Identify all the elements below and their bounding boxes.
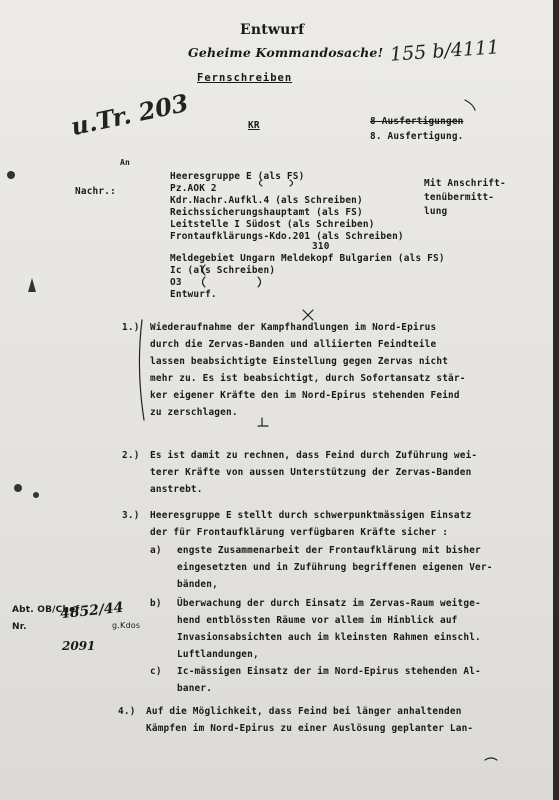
stamp-handwritten-number: 2091 — [62, 639, 96, 653]
hand-stroke-mark — [485, 758, 497, 760]
handwritten-reference: 155 b/4111 — [389, 36, 500, 66]
punch-hole — [14, 484, 22, 492]
item-b-line: Luftlandungen, — [177, 649, 259, 660]
item-b-line: Überwachung der durch Einsatz im Zervas-Raum weitge- — [177, 598, 481, 609]
item-a-line: eingesetzten und in Zuführung begriffenen eigenen Ver- — [177, 562, 493, 573]
addressee-line: Reichssicherungshauptamt (als FS) — [170, 207, 363, 218]
item-a-line: bänden, — [177, 579, 218, 590]
bracket-mark — [290, 180, 293, 186]
addressee-line: Entwurf. — [170, 289, 217, 300]
side-note-line: tenübermitt- — [424, 192, 495, 203]
paragraph-1-line: lassen beabsichtigte Einstellung gegen Zervas nicht — [150, 356, 449, 367]
classification-line: Geheime Kommandosache! — [188, 45, 384, 60]
paragraph-2-line: terer Kräfte von aussen Unterstützung der Zervas-Banden — [150, 467, 472, 478]
paragraph-3-number: 3.) — [122, 510, 140, 521]
addressee-line: Heeresgruppe E (als FS) — [170, 171, 305, 182]
paragraph-1-line: zu zerschlagen. — [150, 407, 238, 418]
hand-stroke-mark — [258, 418, 268, 426]
paragraph-1-number: 1.) — [122, 322, 140, 333]
addressee-line: Ic (als Schreiben) — [170, 265, 276, 276]
addressee-line: Leitstelle I Südost (als Schreiben) — [170, 219, 375, 230]
bracket-mark — [203, 265, 206, 275]
item-a-label: a) — [150, 545, 162, 556]
stamp-kdos: g.Kdos — [112, 621, 141, 630]
side-note-line: Mit Anschrift- — [424, 178, 506, 189]
copy-number: 8. Ausfertigung. — [370, 131, 464, 142]
copies-struck: 8 Ausfertigungen — [370, 116, 464, 127]
addressee-line: Pz.AOK 2 — [170, 183, 217, 194]
punch-hole — [7, 171, 15, 179]
item-b-label: b) — [150, 598, 162, 609]
paragraph-bracket-mark — [139, 320, 144, 420]
item-c-line: Ic-mässigen Einsatz der im Nord-Epirus stehenden Al- — [177, 666, 481, 677]
handwritten-annotation: u.Tr. 203 — [68, 87, 191, 142]
cross-mark — [303, 310, 313, 320]
punch-hole — [33, 492, 39, 498]
paragraph-4-line: Auf die Möglichkeit, dass Feind bei länger anhaltenden — [146, 706, 462, 717]
paragraph-2-line: anstrebt. — [150, 484, 203, 495]
kr-marker: KR — [248, 120, 260, 131]
item-c-label: c) — [150, 666, 162, 677]
paragraph-3-line: der für Frontaufklärung verfügbaren Kräfte sicher : — [150, 527, 449, 538]
stamp-department: Abt. OB/Chef — [12, 605, 80, 615]
item-c-line: baner. — [177, 683, 213, 694]
item-b-line: hend entblössten Räume vor allem im Hinblick auf — [177, 615, 458, 626]
bracket-mark — [203, 277, 206, 287]
item-a-line: engste Zusammenarbeit der Frontaufklärung mit bisher — [177, 545, 481, 556]
addressee-line: O3 — [170, 277, 182, 288]
document-type: Fernschreiben — [197, 72, 293, 84]
hand-stroke-mark — [465, 100, 475, 110]
stamp-nr-label: Nr. — [12, 622, 27, 632]
nachr-label: Nachr.: — [75, 186, 116, 197]
document-title: Entwurf — [240, 22, 305, 38]
paragraph-1-line: ker eigener Kräfte den im Nord-Epirus stehenden Feind — [150, 390, 460, 401]
paragraph-1-line: Wiederaufnahme der Kampfhandlungen im Nord-Epirus — [150, 322, 437, 333]
paragraph-2-number: 2.) — [122, 450, 140, 461]
addressee-line: Kdr.Nachr.Aufkl.4 (als Schreiben) — [170, 195, 363, 206]
bracket-mark — [258, 277, 261, 287]
addressee-line: Meldegebiet Ungarn Meldekopf Bulgarien (als FS) — [170, 253, 445, 264]
addressee-line: 310 — [312, 241, 330, 252]
addressee-line: Frontaufklärungs-Kdo.201 (als Schreiben) — [170, 231, 404, 242]
paragraph-1-line: durch die Zervas-Banden und alliierten Feindteile — [150, 339, 437, 350]
paragraph-3-line: Heeresgruppe E stellt durch schwerpunktmässigen Einsatz — [150, 510, 472, 521]
item-b-line: Invasionsabsichten auch im kleinsten Rahmen einschl. — [177, 632, 481, 643]
side-note-line: lung — [424, 206, 448, 217]
margin-arrow-mark — [28, 278, 36, 292]
paragraph-1-line: mehr zu. Es ist beabsichtigt, durch Sofortansatz stär- — [150, 373, 466, 384]
paragraph-4-number: 4.) — [118, 706, 136, 717]
bracket-mark — [260, 180, 263, 186]
paragraph-2-line: Es ist damit zu rechnen, dass Feind durch Zuführung wei- — [150, 450, 478, 461]
paragraph-4-line: Kämpfen im Nord-Epirus zu einer Auslösung geplanter Lan- — [146, 723, 474, 734]
stamp-number: 4852/44 — [59, 599, 125, 623]
an-label: An — [120, 158, 131, 167]
